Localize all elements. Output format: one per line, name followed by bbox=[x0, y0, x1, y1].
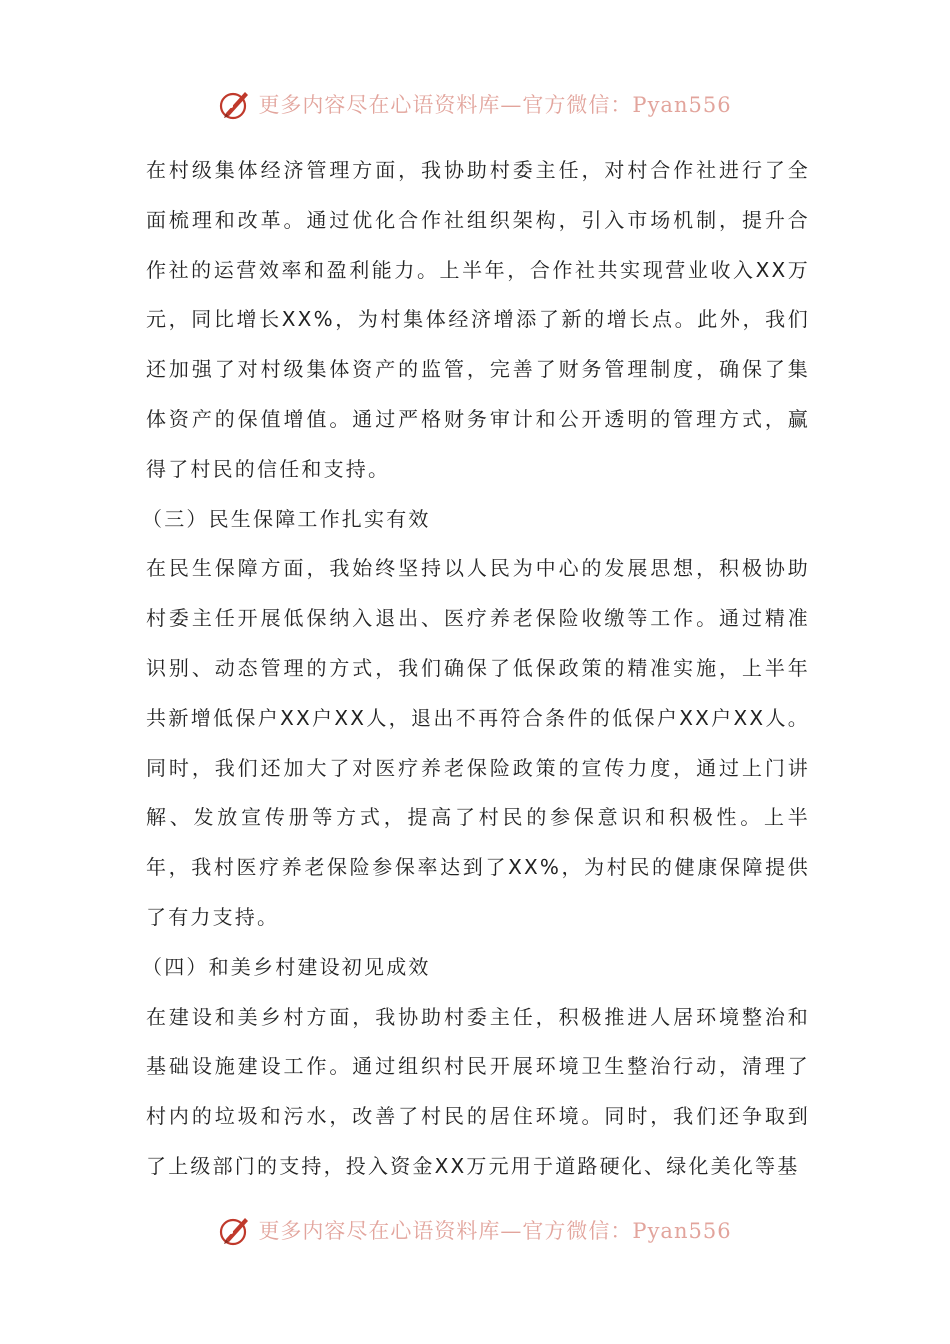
section-heading: （四）和美乡村建设初见成效 bbox=[142, 954, 431, 979]
header-watermark bbox=[0, 84, 950, 124]
paragraph: 在村级集体经济管理方面，我协助村委主任，对村合作社进行了全面梳理和改革。通过优化合作社组织架构，引入市场机制，提升合作社的运营效率和盈利能力。上半年，合作社共实现营业收入XX万元，同比增长XX%，为村集体经济增添了新的增长点。此外，我们还加强了对村级集体资产的监管，完善了财务管理制度，确保了集体资产的保值增值。通过严格财务审计和公开透明的管理方式，赢得了村民的信任和支持。 bbox=[146, 158, 810, 481]
pen-logo-icon bbox=[218, 1213, 252, 1247]
paragraph: 在民生保障方面，我始终坚持以人民为中心的发展思想，积极协助村委主任开展低保纳入退出、医疗养老保险收缴等工作。通过精准识别、动态管理的方式，我们确保了低保政策的精准实施，上半年共新增低保户XX户XX人，退出不再符合条件的低保户XX户XX人。同时，我们还加大了对医疗养老保险政策的宣传力度，通过上门讲解、发放宣传册等方式，提高了村民的参保意识和积极性。上半年，我村医疗养老保险参保率达到了XX%，为村民的健康保障提供了有力支持。 bbox=[146, 556, 810, 929]
watermark-text: 更多内容尽在心语资料库—官方微信：Pyan556 bbox=[258, 93, 732, 117]
watermark-text: 更多内容尽在心语资料库—官方微信：Pyan556 bbox=[258, 1219, 732, 1243]
section-heading: （三）民生保障工作扎实有效 bbox=[142, 506, 431, 531]
footer-watermark bbox=[0, 1210, 950, 1250]
paragraph: 在建设和美乡村方面，我协助村委主任，积极推进人居环境整治和基础设施建设工作。通过组织村民开展环境卫生整治行动，清理了村内的垃圾和污水，改善了村民的居住环境。同时，我们还争取到了上级部门的支持，投入资金XX万元用于道路硬化、绿化美化等基 bbox=[146, 1004, 810, 1178]
document-body bbox=[142, 146, 810, 1192]
pen-logo-icon bbox=[218, 87, 252, 121]
